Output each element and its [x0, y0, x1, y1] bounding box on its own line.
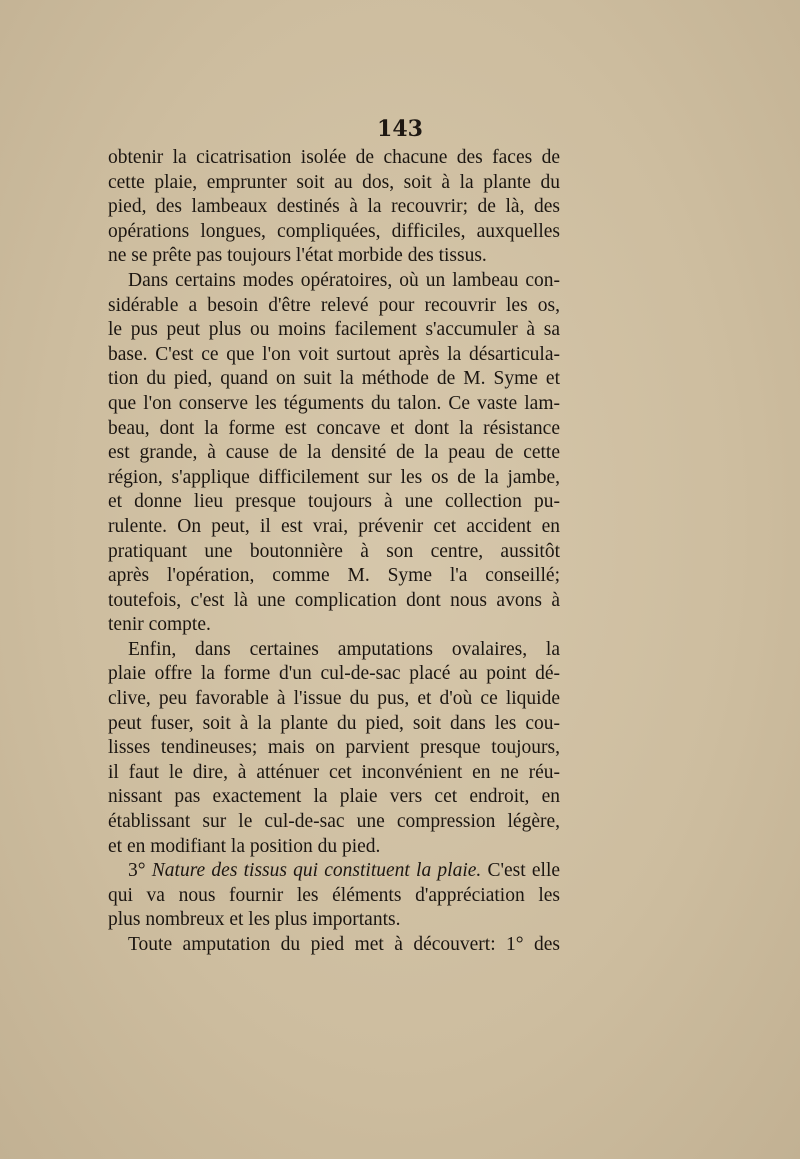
- section-3-title: Nature des tissus qui constituent la plaie.: [151, 860, 482, 882]
- text-line: Dans certains modes opératoires, où un lambeau con-: [128, 269, 560, 291]
- text-line: base. C'est ce que l'on voit surtout après la désarticula-: [108, 343, 560, 365]
- text-line: tion du pied, quand on suit la méthode de M. Syme et: [108, 368, 560, 390]
- body-text: [108, 146, 560, 958]
- text-line: plaie offre la forme d'un cul-de-sac placé au point dé-: [108, 663, 560, 685]
- text-line: opérations longues, compliquées, difficiles, auxquelles: [108, 220, 560, 242]
- text-line: lisses tendineuses; mais on parvient presque toujours,: [108, 737, 560, 759]
- text-line: sidérable a besoin d'être relevé pour recouvrir les os,: [108, 294, 560, 316]
- text-line: le pus peut plus ou moins facilement s'accumuler à sa: [108, 319, 560, 341]
- paragraphs-block: [108, 146, 560, 859]
- text-line: toutefois, c'est là une complication dont nous avons à: [108, 589, 560, 611]
- text-line: région, s'applique difficilement sur les os de la jambe,: [108, 466, 560, 488]
- section-3-number: 3°: [128, 860, 146, 882]
- section-3-heading-line: [108, 859, 560, 884]
- text-line: établissant sur le cul-de-sac une compression légère,: [108, 811, 560, 833]
- text-line: obtenir la cicatrisation isolée de chacune des faces de: [108, 147, 560, 168]
- text-line: pratiquant une boutonnière à son centre, aussitôt: [108, 540, 560, 562]
- text-line: Toute amputation du pied met à découvert: 1° des: [128, 934, 560, 955]
- text-line: beau, dont la forme est concave et dont la résistance: [108, 417, 560, 439]
- text-line: nissant pas exactement la plaie vers cet endroit, en: [108, 786, 560, 808]
- text-line: tenir compte.: [108, 614, 211, 636]
- page-number: 143: [377, 116, 423, 142]
- text-line: est grande, à cause de la densité de la peau de cette: [108, 442, 560, 464]
- text-line: cette plaie, emprunter soit au dos, soit à la plante du: [108, 171, 560, 193]
- section-3-rest: C'est elle: [487, 860, 561, 882]
- text-line: qui va nous fournir les éléments d'appréciation les: [108, 884, 560, 906]
- section-3-body: [108, 884, 560, 958]
- text-line: et en modifiant la position du pied.: [108, 835, 381, 857]
- text-line: pied, des lambeaux destinés à la recouvrir; de là, des: [108, 196, 560, 218]
- text-line: que l'on conserve les téguments du talon. Ce vaste lam-: [108, 392, 560, 414]
- text-line: plus nombreux et les plus importants.: [108, 909, 401, 931]
- text-line: il faut le dire, à atténuer cet inconvénient en ne réu-: [108, 761, 560, 783]
- text-line: Enfin, dans certaines amputations ovalaires, la: [128, 638, 560, 660]
- text-line: clive, peu favorable à l'issue du pus, et d'où ce liquide: [108, 688, 560, 710]
- text-line: ne se prête pas toujours l'état morbide des tissus.: [108, 245, 487, 267]
- text-line: et donne lieu presque toujours à une collection pu-: [108, 491, 560, 513]
- text-line: rulente. On peut, il est vrai, prévenir cet accident en: [108, 515, 560, 537]
- text-line: peut fuser, soit à la plante du pied, soit dans les cou-: [108, 712, 560, 734]
- text-line: après l'opération, comme M. Syme l'a conseillé;: [108, 565, 560, 587]
